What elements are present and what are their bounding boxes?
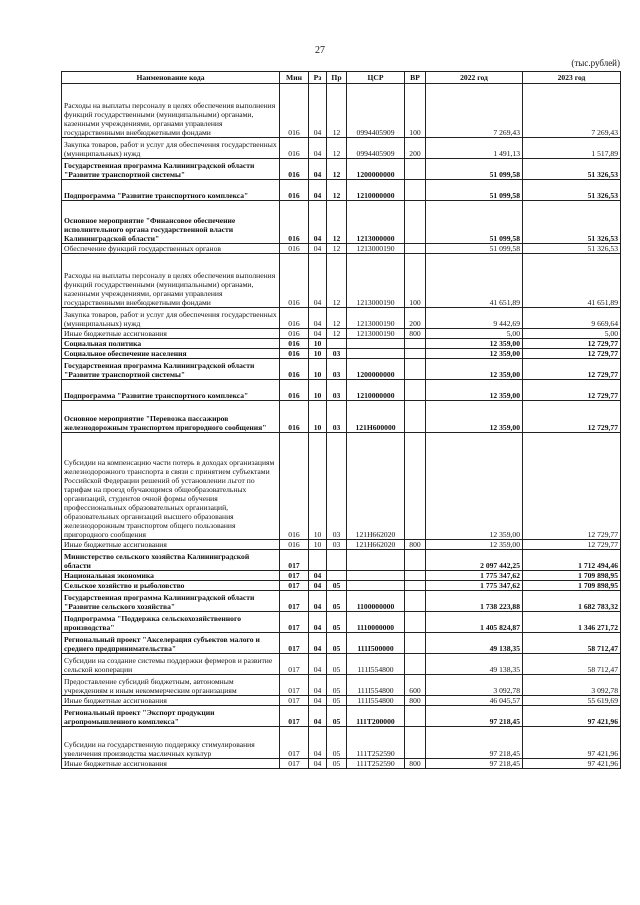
cell-name: Социальная политика [62, 339, 280, 349]
cell-pr: 05 [327, 727, 347, 759]
cell-vr [405, 339, 426, 349]
cell-name: Подпрограмма "Поддержка сельскохозяйственного производства" [62, 612, 280, 633]
cell-csr [347, 550, 405, 571]
cell-2023: 97 421,96 [523, 727, 621, 759]
cell-2022: 49 138,35 [426, 654, 523, 675]
cell-rz: 04 [309, 138, 327, 159]
cell-vr [405, 401, 426, 433]
page-number: 27 [315, 45, 325, 56]
cell-vr [405, 433, 426, 540]
table-row [62, 84, 621, 138]
cell-pr: 12 [327, 159, 347, 180]
cell-2022: 5,00 [426, 329, 523, 339]
cell-2023: 1 712 494,46 [523, 550, 621, 571]
cell-name: Министерство сельского хозяйства Калининградской области [62, 550, 280, 571]
table-row [62, 633, 621, 654]
cell-2023: 97 421,96 [523, 706, 621, 727]
cell-pr: 05 [327, 706, 347, 727]
cell-rz: 10 [309, 349, 327, 359]
cell-2023: 12 729,77 [523, 433, 621, 540]
cell-vr: 800 [405, 759, 426, 769]
table-row [62, 571, 621, 581]
table-row [62, 349, 621, 359]
cell-pr: 12 [327, 201, 347, 244]
cell-2022: 51 099,58 [426, 244, 523, 254]
cell-2023: 12 729,77 [523, 339, 621, 349]
cell-rz: 04 [309, 159, 327, 180]
cell-2022: 12 359,00 [426, 433, 523, 540]
cell-rz: 04 [309, 727, 327, 759]
cell-pr: 05 [327, 591, 347, 612]
cell-rz: 04 [309, 612, 327, 633]
cell-pr: 03 [327, 540, 347, 550]
cell-rz: 04 [309, 581, 327, 591]
cell-name: Сельское хозяйство и рыболовство [62, 581, 280, 591]
cell-pr [327, 550, 347, 571]
cell-csr: 121Н662020 [347, 433, 405, 540]
cell-rz: 04 [309, 84, 327, 138]
cell-vr [405, 349, 426, 359]
table-row [62, 550, 621, 571]
cell-csr: 111T200000 [347, 706, 405, 727]
cell-rz: 04 [309, 201, 327, 244]
cell-2023: 1 709 898,95 [523, 581, 621, 591]
table-row [62, 612, 621, 633]
cell-name: Иные бюджетные ассигнования [62, 759, 280, 769]
cell-pr: 05 [327, 759, 347, 769]
cell-rz: 04 [309, 329, 327, 339]
cell-name: Подпрограмма "Развитие транспортного комплекса" [62, 380, 280, 401]
cell-vr [405, 180, 426, 201]
cell-name: Государственная программа Калининградской области "Развитие транспортной системы" [62, 359, 280, 380]
cell-rz: 04 [309, 706, 327, 727]
table-row [62, 759, 621, 769]
cell-name: Региональный проект "Акселерация субъектов малого и среднего предпринимательства" [62, 633, 280, 654]
cell-name: Иные бюджетные ассигнования [62, 696, 280, 706]
cell-rz: 04 [309, 591, 327, 612]
cell-csr: 111T252590 [347, 759, 405, 769]
cell-2022: 7 269,43 [426, 84, 523, 138]
cell-vr: 800 [405, 329, 426, 339]
cell-name: Основное мероприятие "Перевозка пассажиров железнодорожным транспортом пригородного сообщения" [62, 401, 280, 433]
cell-vr [405, 612, 426, 633]
table-row [62, 727, 621, 759]
cell-2022: 1 738 223,88 [426, 591, 523, 612]
cell-name: Закупка товаров, работ и услуг для обеспечения государственных (муниципальных) нужд [62, 308, 280, 329]
cell-min: 016 [280, 254, 309, 308]
cell-vr [405, 159, 426, 180]
cell-min: 016 [280, 329, 309, 339]
table-row [62, 433, 621, 540]
cell-name: Расходы на выплаты персоналу в целях обеспечения выполнения функций государственными (муниципальными) органами, казенными учреждениями, органами управления государственными внебюджетными фондами [62, 84, 280, 138]
cell-rz: 04 [309, 254, 327, 308]
cell-pr: 12 [327, 254, 347, 308]
table-row [62, 675, 621, 696]
table-row [62, 706, 621, 727]
table-row [62, 581, 621, 591]
cell-csr [347, 349, 405, 359]
cell-min: 016 [280, 180, 309, 201]
cell-2022: 9 442,69 [426, 308, 523, 329]
cell-rz: 04 [309, 633, 327, 654]
cell-vr [405, 380, 426, 401]
table-row [62, 329, 621, 339]
cell-min: 017 [280, 654, 309, 675]
cell-pr: 05 [327, 581, 347, 591]
cell-name: Субсидии на создание системы поддержки фермеров и развитие сельской кооперации [62, 654, 280, 675]
cell-csr: 111I500000 [347, 633, 405, 654]
cell-min: 017 [280, 581, 309, 591]
cell-csr: 121Н600000 [347, 401, 405, 433]
cell-pr: 05 [327, 612, 347, 633]
cell-2023: 12 729,77 [523, 359, 621, 380]
cell-pr: 03 [327, 380, 347, 401]
cell-2022: 12 359,00 [426, 401, 523, 433]
cell-2023: 7 269,43 [523, 84, 621, 138]
header-pr: Пр [327, 72, 347, 84]
cell-csr: 1100000000 [347, 591, 405, 612]
cell-2022: 12 359,00 [426, 349, 523, 359]
cell-2022: 97 218,45 [426, 759, 523, 769]
cell-name: Обеспечение функций государственных органов [62, 244, 280, 254]
cell-2022: 1 775 347,62 [426, 581, 523, 591]
cell-2023: 5,00 [523, 329, 621, 339]
cell-min: 016 [280, 201, 309, 244]
cell-csr: 1110000000 [347, 612, 405, 633]
cell-vr [405, 571, 426, 581]
cell-2023: 97 421,96 [523, 759, 621, 769]
cell-min: 016 [280, 401, 309, 433]
cell-csr: 1210000000 [347, 180, 405, 201]
cell-min: 017 [280, 591, 309, 612]
cell-pr [327, 339, 347, 349]
cell-rz: 04 [309, 675, 327, 696]
cell-csr: 1213000190 [347, 329, 405, 339]
cell-rz: 10 [309, 540, 327, 550]
cell-vr: 100 [405, 254, 426, 308]
cell-vr [405, 581, 426, 591]
cell-2022: 12 359,00 [426, 359, 523, 380]
cell-2022: 12 359,00 [426, 540, 523, 550]
cell-name: Национальная экономика [62, 571, 280, 581]
cell-name: Основное мероприятие "Финансовое обеспечение исполнительного органа государственной власти Калининградской области" [62, 201, 280, 244]
cell-pr: 03 [327, 359, 347, 380]
cell-pr: 12 [327, 180, 347, 201]
table-row [62, 308, 621, 329]
table-row [62, 254, 621, 308]
table-body [62, 84, 621, 769]
cell-name: Социальное обеспечение населения [62, 349, 280, 359]
cell-csr: 111I554800 [347, 675, 405, 696]
cell-pr: 12 [327, 84, 347, 138]
cell-min: 017 [280, 759, 309, 769]
cell-min: 017 [280, 633, 309, 654]
cell-vr [405, 591, 426, 612]
cell-vr: 800 [405, 540, 426, 550]
cell-rz: 04 [309, 244, 327, 254]
table-row [62, 380, 621, 401]
cell-2022: 46 045,57 [426, 696, 523, 706]
cell-vr [405, 654, 426, 675]
cell-min: 017 [280, 612, 309, 633]
cell-min: 016 [280, 138, 309, 159]
cell-2023: 58 712,47 [523, 654, 621, 675]
cell-pr: 12 [327, 138, 347, 159]
cell-csr: 0994405909 [347, 138, 405, 159]
cell-2022: 51 099,58 [426, 201, 523, 244]
table-header-row [62, 72, 621, 84]
cell-pr [327, 571, 347, 581]
header-min: Мин [280, 72, 309, 84]
cell-min: 016 [280, 159, 309, 180]
cell-2023: 51 326,53 [523, 180, 621, 201]
cell-rz: 04 [309, 696, 327, 706]
cell-min: 016 [280, 244, 309, 254]
cell-2023: 12 729,77 [523, 380, 621, 401]
cell-vr [405, 727, 426, 759]
cell-2022: 12 359,00 [426, 380, 523, 401]
cell-vr [405, 550, 426, 571]
cell-name: Расходы на выплаты персоналу в целях обеспечения выполнения функций государственными (муниципальными) органами, казенными учреждениями, органами управления государственными внебюджетными фондами [62, 254, 280, 308]
cell-vr [405, 706, 426, 727]
cell-2022: 3 092,78 [426, 675, 523, 696]
cell-vr: 200 [405, 308, 426, 329]
cell-vr [405, 359, 426, 380]
cell-2023: 1 346 271,72 [523, 612, 621, 633]
cell-2023: 41 651,89 [523, 254, 621, 308]
cell-2023: 58 712,47 [523, 633, 621, 654]
cell-pr: 03 [327, 433, 347, 540]
cell-csr: 1200000000 [347, 159, 405, 180]
cell-pr: 12 [327, 329, 347, 339]
cell-rz: 10 [309, 380, 327, 401]
cell-2023: 1 709 898,95 [523, 571, 621, 581]
header-vr: ВР [405, 72, 426, 84]
cell-vr [405, 633, 426, 654]
cell-2023: 12 729,77 [523, 540, 621, 550]
cell-rz: 04 [309, 308, 327, 329]
cell-min: 017 [280, 550, 309, 571]
cell-pr: 05 [327, 675, 347, 696]
header-csr: ЦСР [347, 72, 405, 84]
cell-name: Государственная программа Калининградской области "Развитие транспортной системы" [62, 159, 280, 180]
cell-2023: 9 669,64 [523, 308, 621, 329]
cell-min: 016 [280, 84, 309, 138]
cell-name: Иные бюджетные ассигнования [62, 540, 280, 550]
cell-2023: 12 729,77 [523, 349, 621, 359]
cell-min: 016 [280, 540, 309, 550]
cell-rz: 04 [309, 759, 327, 769]
cell-rz: 04 [309, 654, 327, 675]
cell-min: 016 [280, 308, 309, 329]
table-row [62, 244, 621, 254]
cell-csr: 121Н662020 [347, 540, 405, 550]
units-label: (тыс.рублей) [571, 58, 620, 68]
table-row [62, 540, 621, 550]
cell-csr: 0994405909 [347, 84, 405, 138]
cell-rz: 10 [309, 401, 327, 433]
cell-csr: 1213000190 [347, 308, 405, 329]
cell-csr: 1213000190 [347, 254, 405, 308]
cell-vr: 100 [405, 84, 426, 138]
cell-csr: 1210000000 [347, 380, 405, 401]
table-row [62, 591, 621, 612]
cell-vr [405, 244, 426, 254]
cell-2022: 1 405 824,87 [426, 612, 523, 633]
cell-csr: 1213000190 [347, 244, 405, 254]
table-row [62, 696, 621, 706]
cell-rz [309, 550, 327, 571]
cell-name: Предоставление субсидий бюджетным, автономным учреждениям и иным некоммерческим организациям [62, 675, 280, 696]
table-row [62, 654, 621, 675]
cell-min: 017 [280, 571, 309, 581]
cell-vr: 800 [405, 696, 426, 706]
table-row [62, 359, 621, 380]
table-row [62, 180, 621, 201]
cell-csr: 1213000000 [347, 201, 405, 244]
cell-name: Иные бюджетные ассигнования [62, 329, 280, 339]
cell-2023: 1 517,89 [523, 138, 621, 159]
cell-pr: 05 [327, 633, 347, 654]
header-name: Наименование кода [62, 72, 280, 84]
cell-rz: 10 [309, 359, 327, 380]
cell-2022: 12 359,00 [426, 339, 523, 349]
cell-name: Региональный проект "Экспорт продукции агропромышленного комплекса" [62, 706, 280, 727]
cell-name: Государственная программа Калининградской области "Развитие сельского хозяйства" [62, 591, 280, 612]
cell-2022: 49 138,35 [426, 633, 523, 654]
cell-pr: 12 [327, 308, 347, 329]
cell-csr: 111I554800 [347, 654, 405, 675]
cell-2022: 1 491,13 [426, 138, 523, 159]
cell-2023: 3 092,78 [523, 675, 621, 696]
cell-min: 016 [280, 349, 309, 359]
cell-2023: 12 729,77 [523, 401, 621, 433]
cell-rz: 04 [309, 571, 327, 581]
cell-pr: 12 [327, 244, 347, 254]
cell-2022: 51 099,58 [426, 159, 523, 180]
cell-2023: 51 326,53 [523, 201, 621, 244]
cell-min: 016 [280, 380, 309, 401]
cell-csr: 1200000000 [347, 359, 405, 380]
cell-csr [347, 339, 405, 349]
cell-pr: 03 [327, 401, 347, 433]
cell-csr: 111T252590 [347, 727, 405, 759]
table-row [62, 159, 621, 180]
cell-2022: 51 099,58 [426, 180, 523, 201]
cell-vr: 200 [405, 138, 426, 159]
cell-min: 017 [280, 727, 309, 759]
cell-min: 016 [280, 359, 309, 380]
cell-csr [347, 581, 405, 591]
cell-name: Субсидии на государственную поддержку стимулирования увеличения производства масличных культур [62, 727, 280, 759]
header-rz: Рз [309, 72, 327, 84]
cell-name: Подпрограмма "Развитие транспортного комплекса" [62, 180, 280, 201]
cell-name: Закупка товаров, работ и услуг для обеспечения государственных (муниципальных) нужд [62, 138, 280, 159]
cell-csr: 111I554800 [347, 696, 405, 706]
cell-2023: 55 619,69 [523, 696, 621, 706]
table-row [62, 138, 621, 159]
cell-2022: 97 218,45 [426, 727, 523, 759]
cell-name: Субсидии на компенсацию части потерь в доходах организациям железнодорожного транспорта в связи с принятием субъектами Российской Федерации решений об установлении льгот по тарифам на проезд обучающимся общеобразовательных организаций, студентов очной формы обучения профессиональных образовательных организаций, образовательных организаций высшего образования железнодорожным транспортом общего пользования пригородного сообщения [62, 433, 280, 540]
budget-table [61, 71, 621, 769]
header-2023: 2023 год [523, 72, 621, 84]
cell-min: 016 [280, 339, 309, 349]
cell-min: 017 [280, 706, 309, 727]
cell-min: 016 [280, 433, 309, 540]
cell-2022: 1 775 347,62 [426, 571, 523, 581]
cell-vr [405, 201, 426, 244]
cell-pr: 03 [327, 349, 347, 359]
cell-2022: 41 651,89 [426, 254, 523, 308]
cell-2023: 1 682 783,32 [523, 591, 621, 612]
header-2022: 2022 год [426, 72, 523, 84]
cell-2023: 51 326,53 [523, 159, 621, 180]
cell-rz: 04 [309, 180, 327, 201]
cell-2022: 2 097 442,25 [426, 550, 523, 571]
table-row [62, 339, 621, 349]
cell-pr: 05 [327, 696, 347, 706]
cell-pr: 05 [327, 654, 347, 675]
cell-csr [347, 571, 405, 581]
cell-min: 017 [280, 696, 309, 706]
cell-vr: 600 [405, 675, 426, 696]
cell-rz: 10 [309, 339, 327, 349]
table-row [62, 201, 621, 244]
cell-2022: 97 218,45 [426, 706, 523, 727]
cell-min: 017 [280, 675, 309, 696]
cell-2023: 51 326,53 [523, 244, 621, 254]
table-row [62, 401, 621, 433]
cell-rz: 10 [309, 433, 327, 540]
